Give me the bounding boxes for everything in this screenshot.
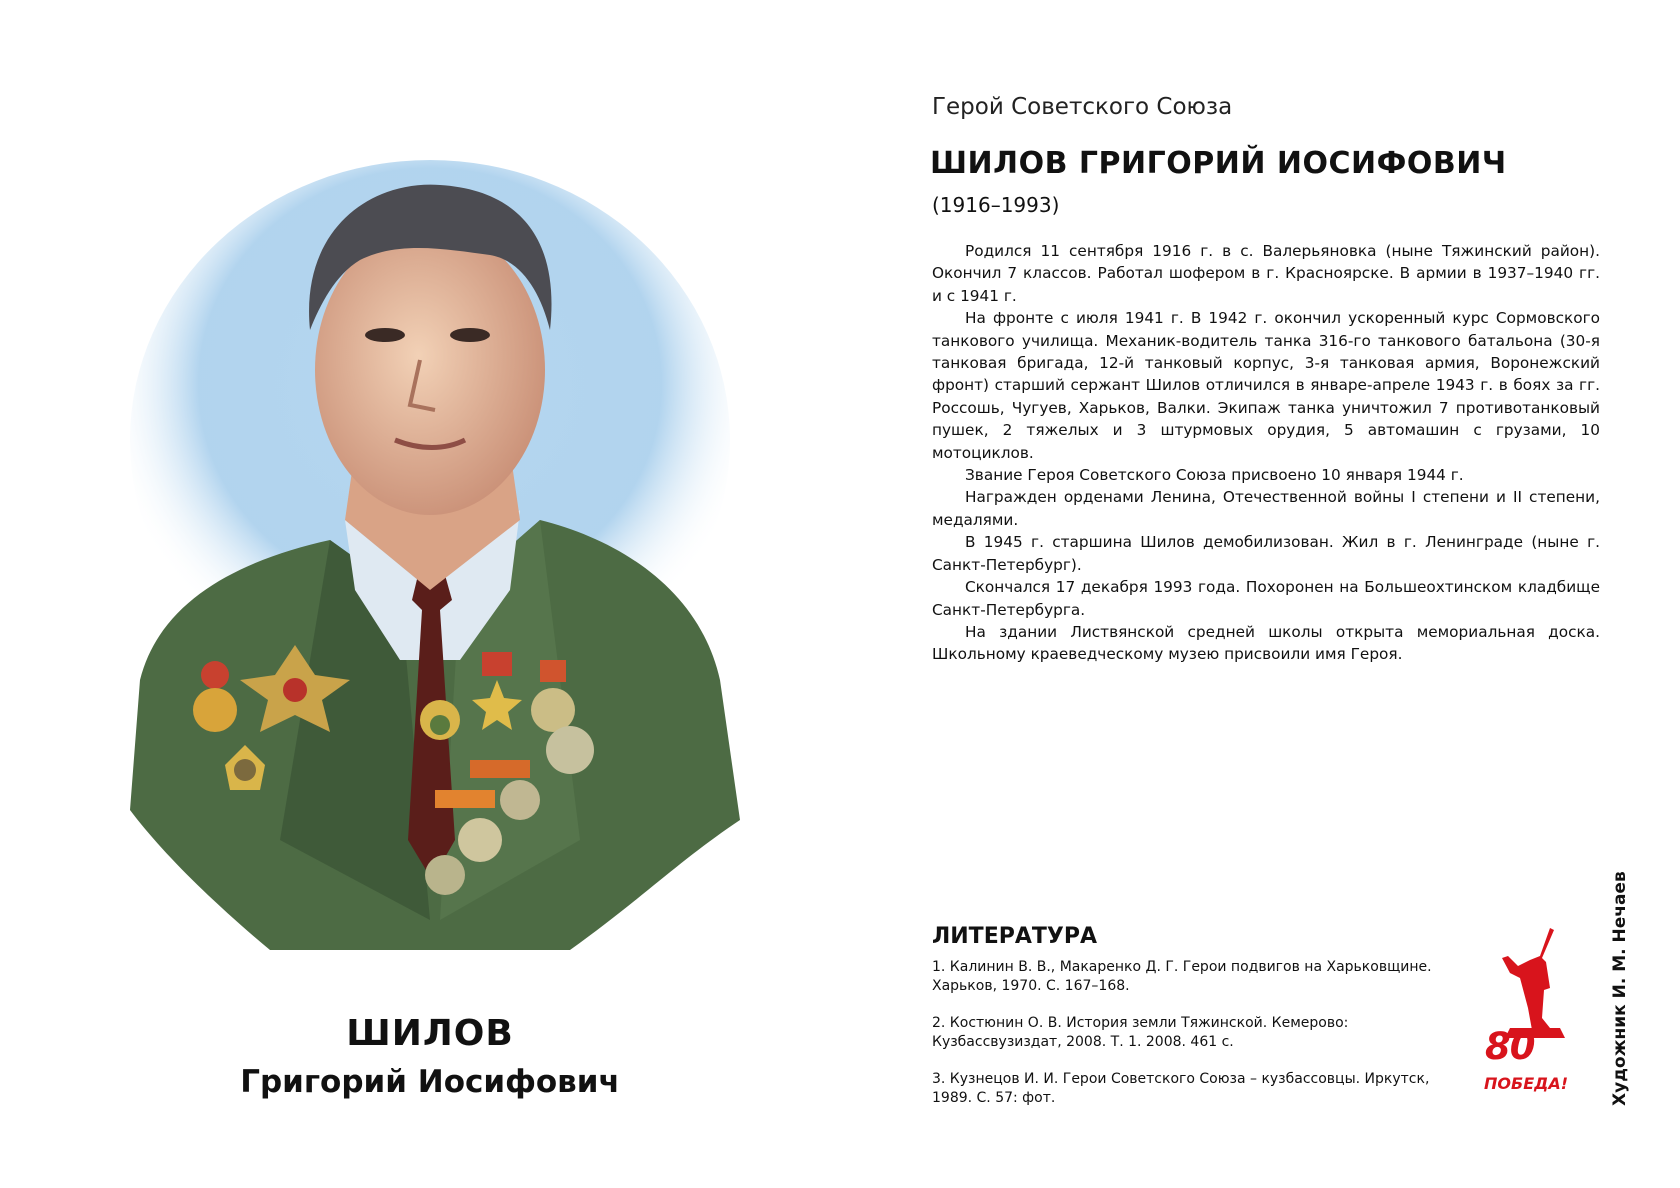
biography [932, 240, 1600, 666]
literature-item: 2. Костюнин О. В. История земли Тяжинской. Кемерово: Кузбассвузиздат, 2008. Т. 1. 2008. 461 с. [932, 1015, 1349, 1050]
caption-given-names: Григорий Иосифович [240, 1064, 620, 1100]
hero-title-subtitle: Герой Советского Союза [932, 94, 1233, 120]
hero-portrait-icon [100, 120, 750, 980]
bio-paragraph: На здании Листвянской средней школы открыта мемориальная доска. Школьному краеведческому музею присвоили имя Героя. [932, 622, 1600, 664]
portrait-caption [150, 1010, 710, 1106]
bio-paragraph: Скончался 17 декабря 1993 года. Похоронен на Большеохтинском кладбище Санкт-Петербурга. [932, 578, 1600, 619]
hero-portrait [100, 120, 750, 980]
literature-heading: ЛИТЕРАТУРА [932, 924, 1097, 949]
logo-word: ПОБЕДА! [1484, 1074, 1569, 1093]
artist-credit: Художник И. М. Нечаев [1610, 871, 1630, 1106]
logo-number: 80 [1485, 1025, 1535, 1068]
bio-paragraph: В 1945 г. старшина Шилов демобилизован. Жил в г. Ленинграде (ныне г. Санкт-Петербург). [932, 533, 1600, 574]
bio-paragraph: Звание Героя Советского Союза присвоено 10 января 1944 г. [965, 466, 1464, 485]
hero-years: (1916–1993) [932, 193, 1060, 217]
hero-name-heading: ШИЛОВ ГРИГОРИЙ ИОСИФОВИЧ [930, 146, 1507, 181]
bio-paragraph: Родился 11 сентября 1916 г. в с. Валерьяновка (ныне Тяжинский район). Окончил 7 классов. Работал шофером в г. Красноярске. В армии в 1937–1940 гг. и с 1941 г. [932, 242, 1600, 305]
caption-surname: ШИЛОВ [346, 1013, 514, 1054]
literature-list [932, 958, 1452, 1126]
literature-item: 1. Калинин В. В., Макаренко Д. Г. Герои подвигов на Харьковщине. Харьков, 1970. С. 167–168. [932, 959, 1432, 994]
bio-paragraph: Награжден орденами Ленина, Отечественной войны I степени и II степени, медалями. [932, 488, 1600, 529]
bio-paragraph: На фронте с июля 1941 г. В 1942 г. окончил ускоренный курс Сормовского танкового училища. Механик-водитель танка 316-го танкового батальона (30-я танковая бригада, 12-й танковый корпус, 3-я танковая армия, Воронежский фронт) старший сержант Шилов отличился в январе-апреле 1943 г. в боях за гг. Россошь, Чугуев, Харьков, Валки. Экипаж танка уничтожил 7 противотанковый пушек, 2 тяжелых и 3 штурмовых орудия, 5 автомашин с грузами, 10 мотоциклов. [932, 309, 1600, 462]
literature-item: 3. Кузнецов И. И. Герои Советского Союза – кузбассовцы. Иркутск, 1989. С. 57: фот. [932, 1071, 1430, 1106]
